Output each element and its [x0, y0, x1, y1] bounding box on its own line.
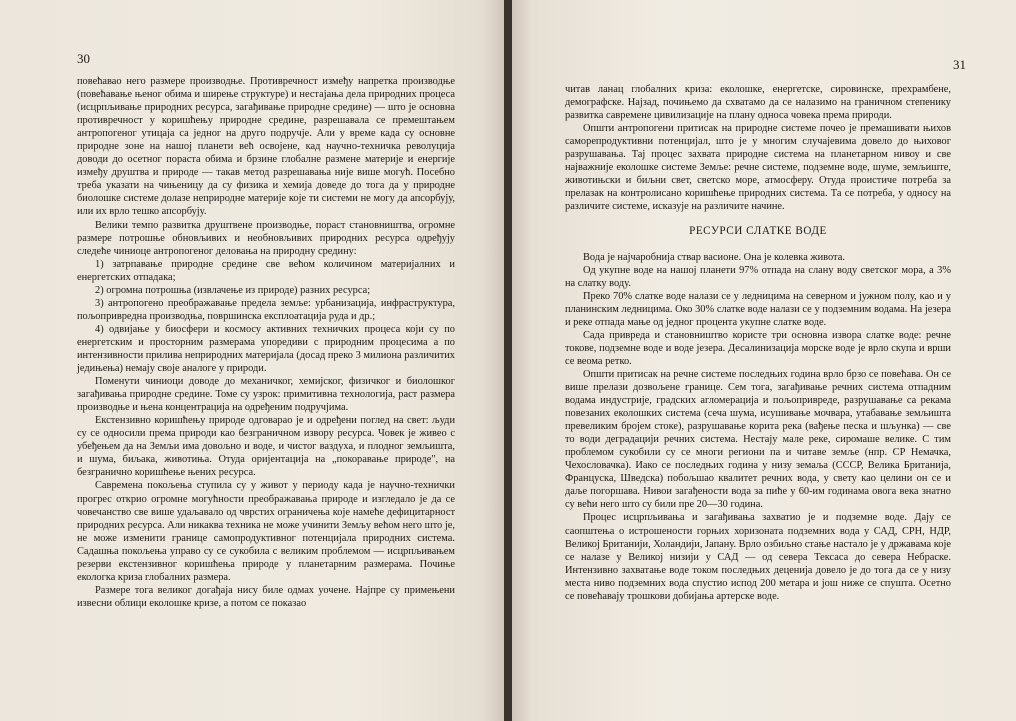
page-number: 30: [77, 51, 90, 66]
left-page-text: [77, 75, 455, 610]
paragraph: Велики темпо развитка друштвене производње, пораст становништва, огромне размере потрошње обновљивих и необновљивих природних ресурса одређују следеће чиниоце антропогеног деловања на природну средину:: [77, 219, 455, 257]
list-item: 1) затрпавање природне средине све већом количином материјалних и енергетских отпадака;: [77, 258, 455, 283]
paragraph: Екстензивно коришћењу природе одговарао је и одређени поглед на свет: људи су се односили према природи као безграничном извору ресурса. Човек је живео с убеђењем да на Земљи има довољно и воде, и чистог ваздуха, и плодног земљишта, и шума, биљака, животиња. Отуда оријентација на „покоравање природе", на безгранично коришћење њених ресурса.: [77, 415, 455, 479]
paragraph: Од укупне воде на нашој планети 97% отпада на слану воду светског мора, а 3% на слатку воду.: [565, 264, 951, 289]
section-heading: РЕСУРСИ СЛАТКЕ ВОДЕ: [689, 225, 827, 238]
paragraph: повећавао него размере производње. Противречност између напретка производње (повећавање њеног обима и ширење структуре) и нестајања дела природних процеса (исцрпљивање природних ресурса, загађивање природне средине) — што је основна противречност у коришћењу природне средине, разрешавала се премештањем антропогеног утицаја са једног на друго подручје. Али у време када су основне природне зоне на нашој планети већ освојене, кад научно-техничка револуција доводи до осетног пораста обима и брзине глобалне размене материје и енергије између друштва и природе — такав метод разрешавања није више могућ. Посебно треба указати на чињеницу да су физика и хемија доведе до тога да у природне биолошке системе долазе неприродне материје које ти системи не могу да апсорбују, или их врло тешко апсорбују.: [77, 76, 455, 218]
paragraph: Општи антропогени притисак на природне системе почео је премашивати њихов саморепродуктивни потенцијал, што је у многим случајевима довело до њиховог разрушавања. Тај процес захвата природне система на планетарном нивоу и све најважније еколошке системе Земље: речне системе, подземне воде, шуме, земљиште, животињски и биљни свет, светско море, атмосферу. Отуда проистиче потреба за прелазак на контролисано коришћење природних система. Та се потреба, у односу на различите системе, исказује на различите начине.: [565, 123, 951, 213]
paragraph: Општи притисак на речне системе последњих година врло брзо се повећава. Он се више прелази дозвољене границе. Сем тога, загађивање речних система отпадним водама индустрије, градских агломерација и пољопривреде, разрушавање са рекама повезаних еколошких система (сеча шума, исушивање мочвара, утабавање земљишта превеликим бројем стоке), разрушавање корита река (вађење песка и шљунка) — све то води деградацији речних система. Нестају мале реке, сиромаше велике. С тим проблемом сукобили су се многи региони па и читаве земље (нпр. СР Немачка, Чехословачка). Иако се последњих година у низу земаља (СССР, Велика Британија, Француска, Шведска) побољшао квалитет речних вода, у свету као целини он се и даље погоршава. Нивои загађености вода за пиће у 60-им годинама овога века знатно су већи него што су били пре 20—30 година.: [565, 368, 951, 511]
book-gutter: [504, 0, 512, 721]
paragraph: Савремена покољења ступила су у живот у периоду када је научно-технички прогрес открио огромне могућности преображавања природе и изгледало је да се човечанство све више удаљавало од чврстих ограничења које намеће дефицитарност природних ресурса. Али никаква техника не може учинити Земљу већом него што је, не може изменити границе самопродуктивног потенцијала природних система. Садашња покољења управо су се сукобила с великим проблемом — исцрпљивањем резерви екстензивног коришћења природе у планетарним размерама. Почиње екологка криза глобалних размера.: [77, 480, 455, 583]
paragraph: Сада привреда и становништво користе три основна извора слатке воде: речне токове, подземне воде и воде језера. Десалинизација морске воде је врло скупа и врши се веома ретко.: [565, 329, 951, 367]
paragraph: Поменути чиниоци доводе до механичког, хемијског, физичког и биолошког загађивања природне средине. Томе су узрок: примитивна технологија, раст размера производње и њена концентрација на одређеним подручјима.: [77, 376, 455, 414]
paragraph: Вода је најчаробнија ствар васионе. Она је колевка живота.: [583, 251, 845, 263]
paragraph: Преко 70% слатке воде налази се у ледницима на северном и јужном полу, као и у планинским ледницима. Око 30% слатке воде налази се у подземним водама. На језера и реке отпада мање од једног процента укупне слатке воде.: [565, 290, 951, 328]
page-number: 31: [953, 57, 966, 72]
list-item: 3) антропогено преображавање предела земље: урбанизација, инфраструктура, пољопривредна производња, површинска експлоатација руда и др.;: [77, 297, 455, 322]
right-page-text: [565, 83, 951, 603]
paragraph: читав ланац глобалних криза: еколошке, енергетске, сировинске, прехрамбене, демографске. Најзад, почињемо да схватамо да се налазимо на граничном степенику развитка савремене цивилизације на плану односа човека према природи.: [565, 84, 951, 122]
list-item: 4) одвијање у биосфери и космосу активних техничких процеса који су по енергетским и просторним размерама упоредиви с природним процесима а по интензивности прилива неприродних материјала (досад преко 3 милиона различитих једињења) немају своје аналоге у природи.: [77, 323, 455, 375]
paragraph: Процес исцрпљивања и загађивања захватио је и подземне воде. Дају се саопштења о истрошености горњих хоризоната подземних вода у САД, СРН, НДР, Великој Британији, Холандији, Јапану. Врло озбиљно стање настало је у државама које се налазе у Великој низији у САД — од севера Тексаса до севера Небраске. Интензивно захватање воде током последњих деценија довело је до тога да се у низу места ниво подземних вода спустио испод 200 метара и још ниже се спушта. Осетно се повећавају трошкови добијања артерске воде.: [565, 512, 951, 602]
paragraph: Размере тога великог догађаја нису биле одмах уочене. Најпре су примењени извесни облици еколошке кризе, а потом се показао: [77, 584, 455, 609]
list-item: 2) огромна потрошња (извлачење из природе) разних ресурса;: [95, 284, 371, 296]
